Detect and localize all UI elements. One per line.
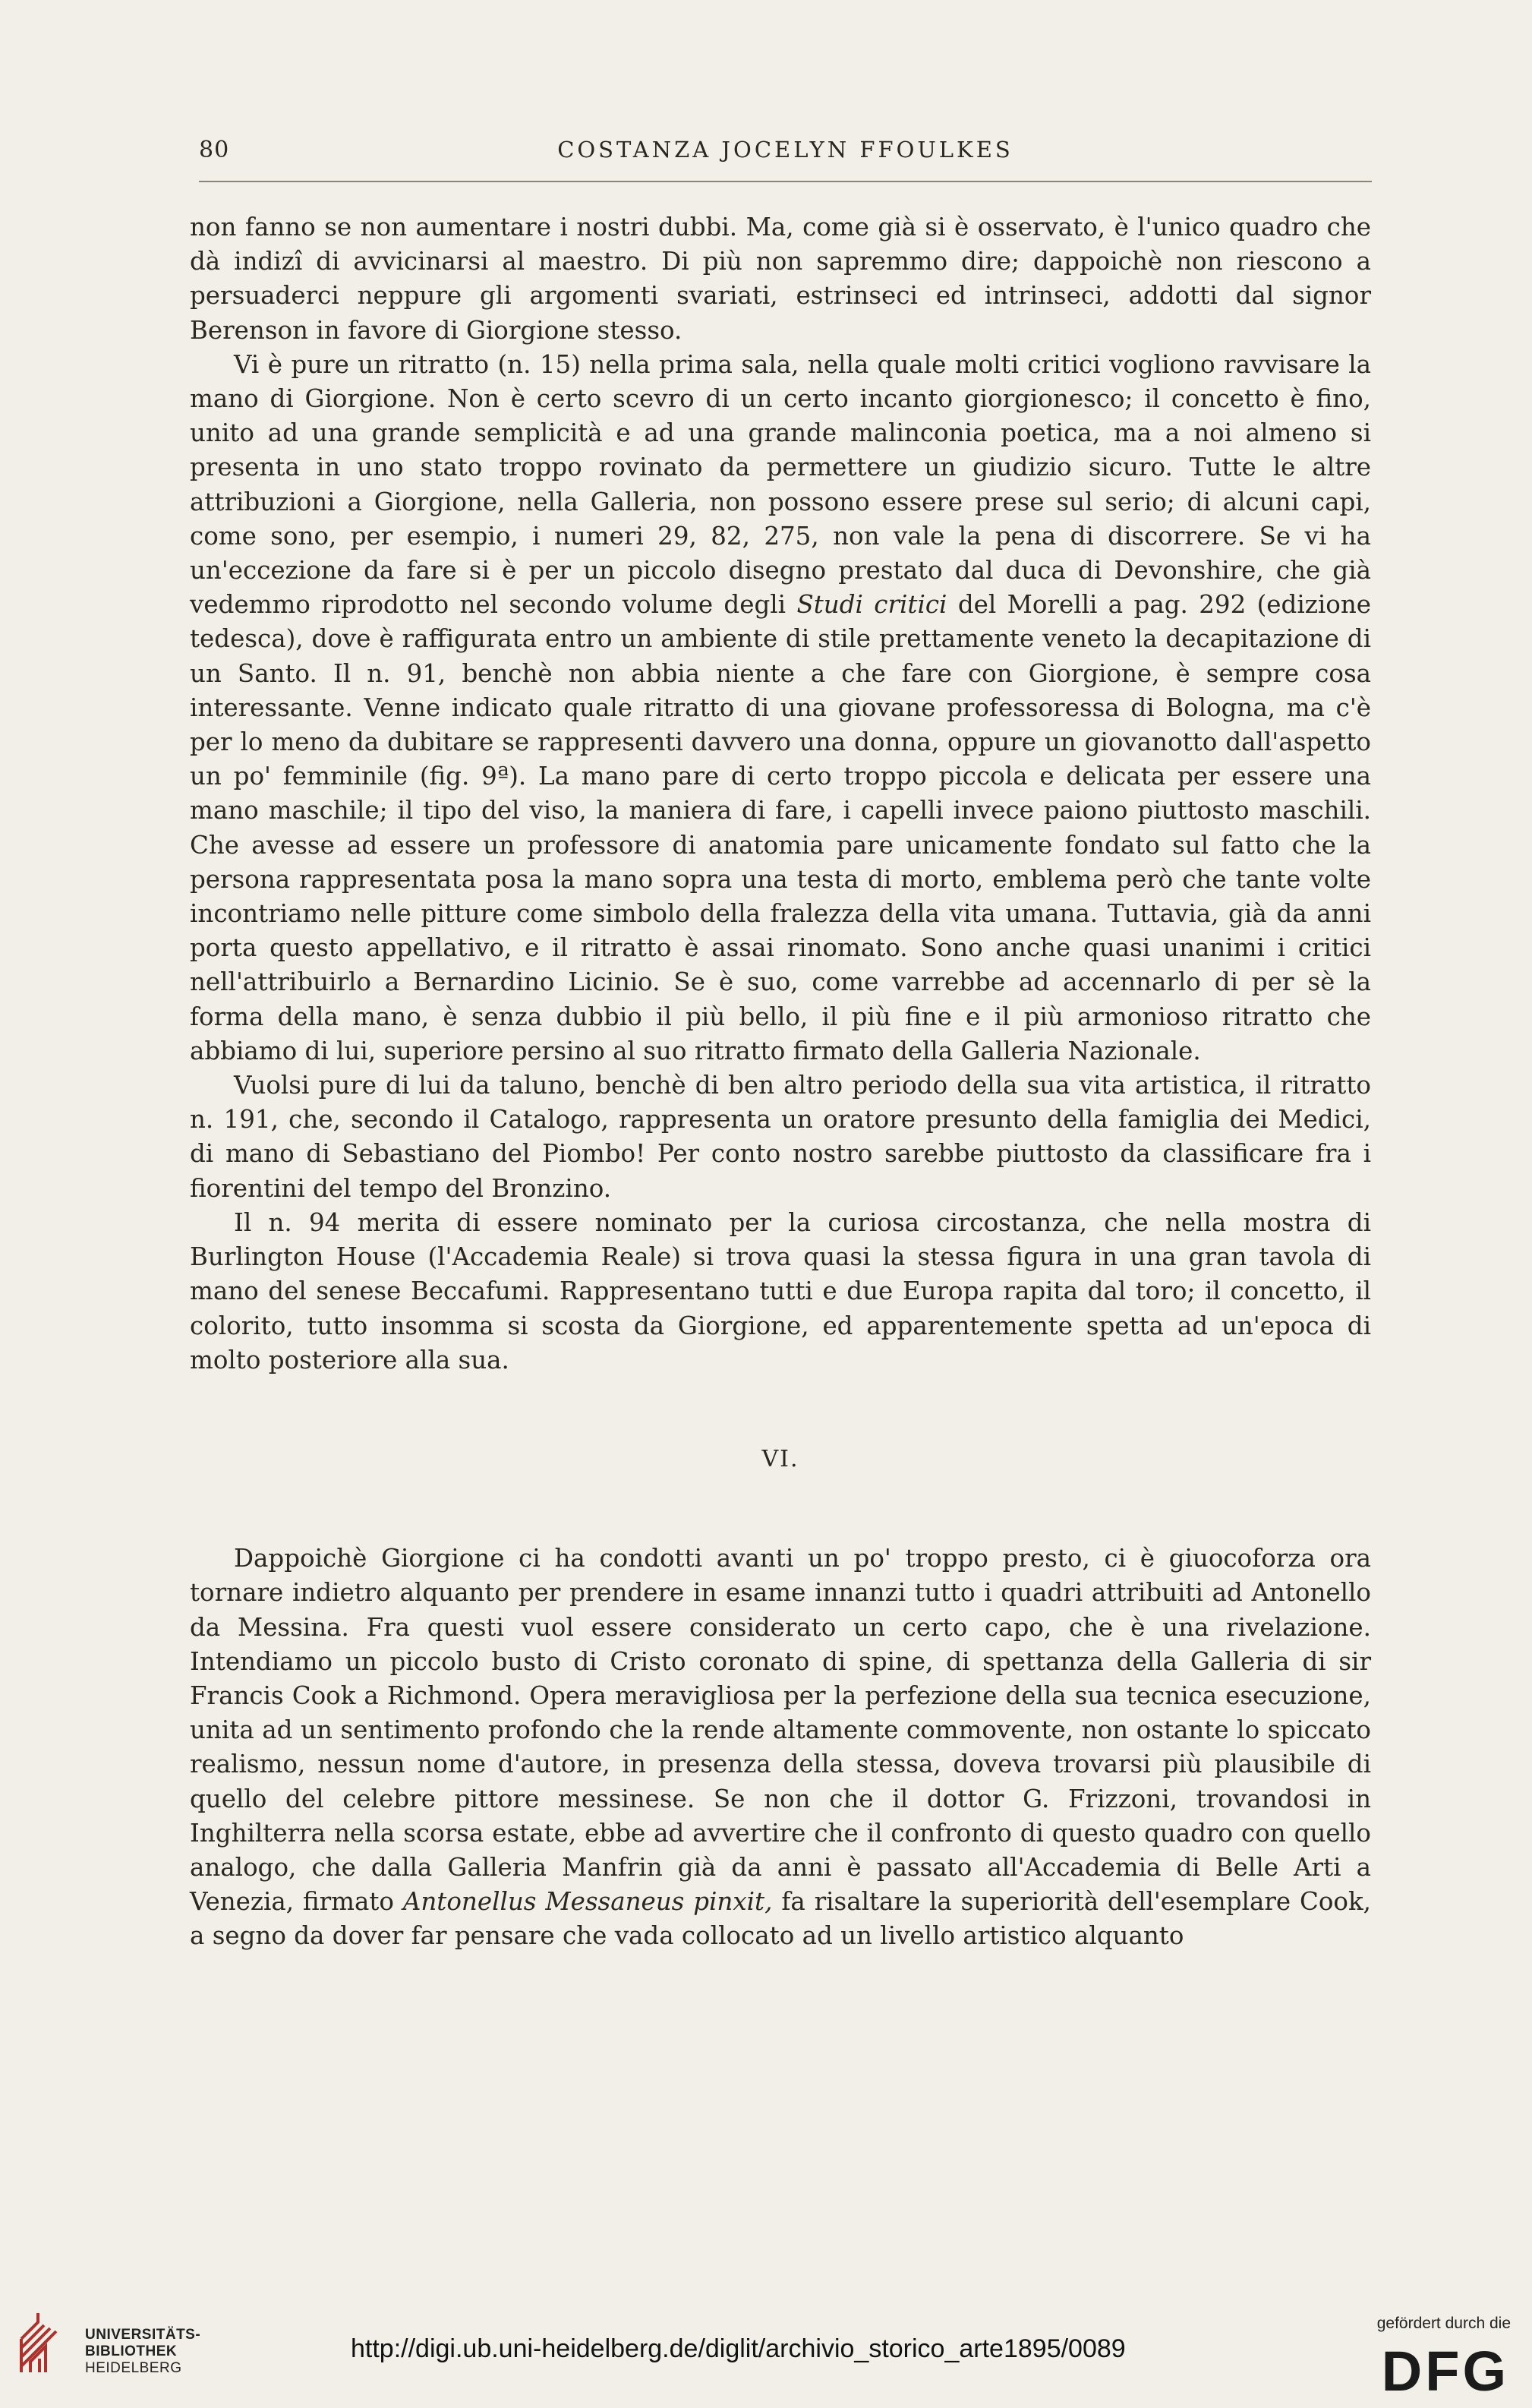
running-title: COSTANZA JOCELYN FFOULKES (557, 137, 1013, 163)
paragraph-3: Vuolsi pure di lui da taluno, benchè di ben altro periodo della sua vita artistica, il ritratto n. 191, che, secondo il Catalogo, rappresenta un oratore presunto della famiglia dei Medici, di mano di Sebastiano del Piombo! Per conto nostro sarebbe piuttosto da classificare fra i fiorentini del tempo del Bronzino. (190, 1071, 1371, 1203)
page-number: 80 (199, 137, 230, 163)
header-rule (199, 181, 1372, 182)
footer (0, 2301, 1532, 2408)
paragraph-2: Vi è pure un ritratto (n. 15) nella prima sala, nella quale molti critici vogliono ravvisare la mano di Giorgione. Non è certo scevro di un certo incanto giorgionesco; il concetto è fino, unito ad una grande semplicità e ad una grande malinconia poetica, ma a noi almeno si presenta in uno stato troppo rovinato da permettere un giudizio sicuro. Tutte le altre attribuzioni a Giorgione, nella Galleria, non possono essere prese sul serio; di alcuni capi, come sono, per esempio, i numeri 29, 82, 275, non vale la pena di discorrere. Se vi ha un'eccezione da fare si è per un piccolo disegno prestato dal duca di Devonshire, che già vedemmo riprodotto nel secondo volume degli Studi critici del Morelli a pag. 292 (edizione tedesca), dove è raffigurata entro un ambiente di stile prettamente veneto la decapitazione di un Santo. Il n. 91, benchè non abbia niente a che fare con Giorgione, è sempre cosa interessante. Venne indicato quale ritratto di una giovane professoressa di Bologna, ma c'è per lo meno da dubitare se rappresenti davvero una donna, oppure un giovanotto dall'aspetto un po' femminile (fig. 9ª). La mano pare di certo troppo piccola e delicata per essere una mano maschile; il tipo del viso, la maniera di fare, i capelli invece paiono piuttosto maschili. Che avesse ad essere un professore di anatomia pare unicamente fondato sul fatto che la persona rappresentata posa la mano sopra una testa di morto, emblema però che tante volte incontriamo nelle pitture come simbolo della fralezza della vita umana. Tuttavia, già da anni porta questo appellativo, e il ritratto è assai rinomato. Sono anche quasi unanimi i critici nell'attribuirlo a Bernardino Licinio. Se è suo, come varrebbe ad accennarlo di per sè la forma della mano, è senza dubbio il più bello, il più fine e il più armonioso ritratto che abbiamo di lui, superiore persino al suo ritratto firmato della Galleria Nazionale. (190, 349, 1371, 1065)
library-name: UNIVERSITÄTS- BIBLIOTHEK HEIDELBERG (85, 2327, 201, 2376)
permalink-link[interactable]: http://digi.ub.uni-heidelberg.de/diglit/archivio_storico_arte1895/0089 (351, 2334, 1126, 2363)
page-header (199, 137, 1372, 175)
dfg-logo: DFG (1381, 2340, 1509, 2403)
italic-signature: Antonellus Messaneus pinxit, (402, 1887, 773, 1917)
funder-note: gefördert durch die (1376, 2315, 1511, 2332)
italic-title: Studi critici (796, 590, 947, 620)
section-heading: VI. (761, 1445, 799, 1472)
paragraph-1: non fanno se non aumentare i nostri dubbi. Ma, come già si è osservato, è l'unico quadro che dà indizî di avvicinarsi al maestro. Di più non sapremmo dire; dappoichè non riescono a persuaderci neppure gli argomenti svariati, estrinseci ed intrinseci, addotti dal signor Berenson in favore di Giorgione stesso. (190, 213, 1371, 345)
body-text (190, 210, 1371, 1954)
paragraph-4: Il n. 94 merita di essere nominato per la curiosa circostanza, che nella mostra di Burlington House (l'Accademia Reale) si trova quasi la stessa figura in una gran tavola di mano del senese Beccafumi. Rappresentano tutti e due Europa rapita dal toro; il concetto, il colorito, tutto insomma si scosta da Giorgione, ed apparentemente spetta ad un'epoca di molto posteriore alla sua. (190, 1207, 1371, 1374)
paragraph-5: Dappoichè Giorgione ci ha condotti avanti un po' troppo presto, ci è giuocoforza ora tornare indietro alquanto per prendere in esame innanzi tutto i quadri attribuiti ad Antonello da Messina. Fra questi vuol essere considerato un certo capo, che è una rivelazione. Intendiamo un piccolo busto di Cristo coronato di spine, di spettanza della Galleria di sir Francis Cook a Richmond. Opera meravigliosa per la perfezione della sua tecnica esecuzione, unita ad un sentimento profondo che la rende altamente commovente, non ostante lo spiccato realismo, nessun nome d'autore, in presenza della stessa, doveva trovarsi più plausibile di quello del celebre pittore messinese. Se non che il dottor G. Frizzoni, trovandosi in Inghilterra nella scorsa estate, ebbe ad avvertire che il confronto di questo quadro con quello analogo, che dalla Galleria Manfrin già da anni è passato all'Accademia di Belle Arti a Venezia, firmato Antonellus Messaneus pinxit, fa risaltare la superiorità dell'esemplare Cook, a segno da dover far pensare che vada collocato ad un livello artistico alquanto (190, 1544, 1371, 1951)
university-library-logo-icon (15, 2309, 68, 2377)
